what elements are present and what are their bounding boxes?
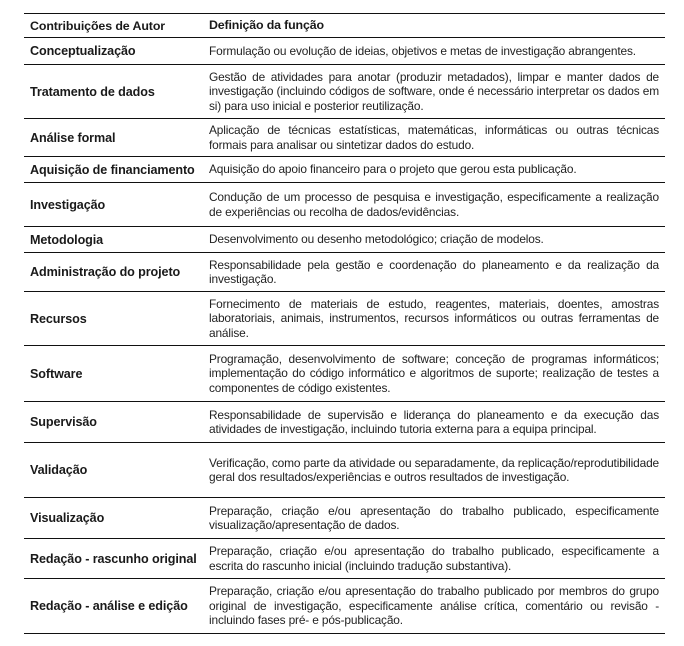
contributions-table <box>24 13 665 634</box>
role-cell: Supervisão <box>30 415 97 429</box>
header-role: Contribuições de Autor <box>30 18 166 33</box>
role-cell: Administração do projeto <box>30 265 181 279</box>
table-row <box>24 183 665 227</box>
definition-cell: Preparação, criação e/ou apresentação do trabalho publicado, especificamente a escrita do rascunho inicial (incluindo tradução substantiva). <box>209 544 659 573</box>
definition-cell: Formulação ou evolução de ideias, objetivos e metas de investigação abrangentes. <box>209 43 636 58</box>
definition-cell: Aplicação de técnicas estatísticas, matemáticas, informáticas ou outras técnicas formais para analisar ou sintetizar dados do estudo. <box>209 123 659 152</box>
definition-cell: Responsabilidade de supervisão e liderança do planeamento e da execução das atividades de investigação, incluindo tutoria externa para a equipa principal. <box>209 407 659 436</box>
role-cell: Tratamento de dados <box>30 84 155 99</box>
definition-cell: Desenvolvimento ou desenho metodológico; criação de modelos. <box>209 232 544 247</box>
definition-cell: Preparação, criação e/ou apresentação do trabalho publicado, especificamente visualização/apresentação de dados. <box>209 503 659 532</box>
role-cell: Redação - análise e edição <box>30 599 188 613</box>
header-definition: Definição da função <box>209 18 324 33</box>
definition-cell: Verificação, como parte da atividade ou separadamente, da replicação/reprodutibilidade geral dos resultados/experiências e outros resultados de investigação. <box>209 455 659 484</box>
table-row <box>24 253 665 292</box>
role-cell: Redação - rascunho original <box>30 551 197 566</box>
role-cell: Visualização <box>30 511 105 525</box>
definition-cell: Fornecimento de materiais de estudo, reagentes, materiais, doentes, amostras laboratoriais, animais, instrumentos, recursos informáticos ou outras ferramentas de análise. <box>209 296 659 340</box>
definition-cell: Aquisição do apoio financeiro para o projeto que gerou esta publicação. <box>209 162 577 177</box>
role-cell: Recursos <box>30 311 87 326</box>
role-cell: Metodologia <box>30 232 104 247</box>
role-cell: Software <box>30 366 83 381</box>
table-row <box>24 157 665 183</box>
definition-cell: Responsabilidade pela gestão e coordenação do planeamento e da realização da investigação. <box>209 257 659 286</box>
table-row <box>24 119 665 157</box>
role-cell: Conceptualização <box>30 44 136 58</box>
definition-cell: Preparação, criação e/ou apresentação do trabalho publicado por membros do grupo original de investigação, especificamente análise crítica, comentário ou revisão - incluindo fases pré- e pós-publicação. <box>209 584 659 628</box>
table-row <box>24 65 665 119</box>
role-cell: Análise formal <box>30 130 116 145</box>
table-row <box>24 402 665 443</box>
role-cell: Validação <box>30 463 88 477</box>
table-row <box>24 443 665 498</box>
table-header-row <box>24 14 665 38</box>
table-row <box>24 579 665 634</box>
role-cell: Investigação <box>30 197 106 212</box>
table-row <box>24 292 665 346</box>
table-row <box>24 498 665 539</box>
table-row <box>24 346 665 402</box>
table-row <box>24 539 665 579</box>
table-row <box>24 38 665 65</box>
table-row <box>24 227 665 253</box>
definition-cell: Condução de um processo de pesquisa e investigação, especificamente a realização de experiências ou recolha de dados/evidências. <box>209 190 659 219</box>
role-cell: Aquisição de financiamento <box>30 162 195 177</box>
definition-cell: Gestão de atividades para anotar (produzir metadados), limpar e manter dados de investigação (incluindo códigos de software, onde é necessário interpretar os dados em si) para uso inicial e posterior reutilização. <box>209 69 659 113</box>
definition-cell: Programação, desenvolvimento de software; conceção de programas informáticos; implementação do código informático e algoritmos de suporte; realização de testes a componentes de código existentes. <box>209 351 659 395</box>
